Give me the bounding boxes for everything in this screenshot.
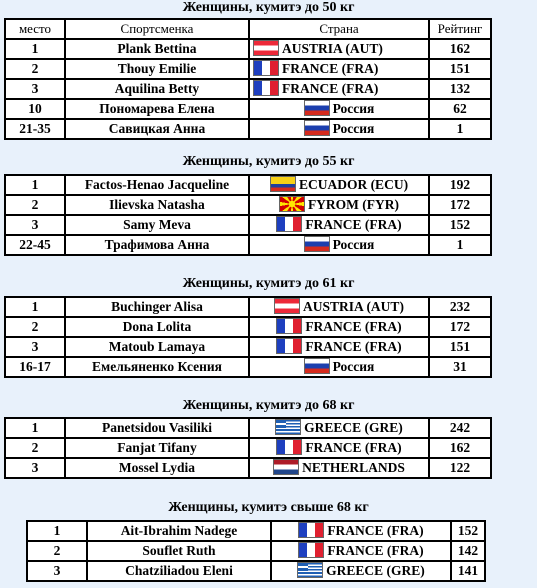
place-cell: 1 xyxy=(5,297,65,317)
austria-flag-icon xyxy=(253,40,279,56)
country-name: FRANCE (FRA) xyxy=(327,523,424,538)
place-cell: 3 xyxy=(5,458,65,478)
athlete-cell: Buchinger Alisa xyxy=(65,297,249,317)
place-cell: 10 xyxy=(5,99,65,119)
athlete-cell: Fanjat Tifany xyxy=(65,438,249,458)
greece-flag-icon xyxy=(297,562,323,578)
country-name: FRANCE (FRA) xyxy=(305,217,402,232)
table-row xyxy=(5,337,491,357)
place-cell: 2 xyxy=(5,317,65,337)
table-row xyxy=(5,39,491,59)
france-flag-icon xyxy=(276,216,302,232)
rating-cell: 1 xyxy=(429,119,491,139)
greece-flag-icon xyxy=(275,419,301,435)
results-table-55kg xyxy=(4,174,492,256)
rating-cell: 172 xyxy=(429,195,491,215)
place-cell: 1 xyxy=(5,39,65,59)
header-athlete: Спортсменка xyxy=(65,19,249,39)
results-table-61kg xyxy=(4,296,492,378)
country-cell xyxy=(249,99,429,119)
country-cell xyxy=(249,59,429,79)
country-name: GREECE (GRE) xyxy=(326,563,425,578)
rating-cell: 162 xyxy=(429,438,491,458)
athlete-cell: Трафимова Анна xyxy=(65,235,249,255)
rating-cell: 152 xyxy=(451,521,485,541)
place-cell: 2 xyxy=(5,59,65,79)
athlete-cell: Panetsidou Vasiliki xyxy=(65,418,249,438)
country-cell xyxy=(249,357,429,377)
france-flag-icon xyxy=(276,338,302,354)
place-cell: 2 xyxy=(27,541,87,561)
table-row xyxy=(5,195,491,215)
athlete-cell: Ait-Ibrahim Nadege xyxy=(87,521,271,541)
place-cell: 1 xyxy=(5,175,65,195)
athlete-cell: Пономарева Елена xyxy=(65,99,249,119)
athlete-cell: Plank Bettina xyxy=(65,39,249,59)
country-name: Россия xyxy=(332,101,375,116)
rating-cell: 1 xyxy=(429,235,491,255)
results-table-68kg xyxy=(4,417,492,479)
country-name: FRANCE (FRA) xyxy=(282,81,379,96)
country-cell xyxy=(249,418,429,438)
table-row xyxy=(5,99,491,119)
athlete-cell: Ilievska Natasha xyxy=(65,195,249,215)
country-cell xyxy=(249,119,429,139)
rating-cell: 232 xyxy=(429,297,491,317)
athlete-cell: Chatziliadou Eleni xyxy=(87,561,271,581)
france-flag-icon xyxy=(253,80,279,96)
country-name: FYROM (FYR) xyxy=(307,197,400,212)
athlete-cell: Aquilina Betty xyxy=(65,79,249,99)
rating-cell: 151 xyxy=(429,59,491,79)
results-table-over-68kg xyxy=(26,520,486,582)
table-row xyxy=(27,541,485,561)
country-name: Россия xyxy=(332,237,375,252)
rating-cell: 172 xyxy=(429,317,491,337)
country-name: FRANCE (FRA) xyxy=(305,339,402,354)
header-place: место xyxy=(5,19,65,39)
country-cell xyxy=(249,39,429,59)
france-flag-icon xyxy=(298,522,324,538)
table-row xyxy=(5,357,491,377)
country-cell xyxy=(249,175,429,195)
france-flag-icon xyxy=(276,439,302,455)
country-name: GREECE (GRE) xyxy=(304,420,403,435)
table-header-row xyxy=(5,19,491,39)
table-row xyxy=(5,119,491,139)
country-cell xyxy=(249,79,429,99)
table-row xyxy=(5,458,491,478)
country-cell xyxy=(271,521,451,541)
country-cell xyxy=(249,317,429,337)
category-title: Женщины, кумитэ до 55 кг xyxy=(182,154,355,169)
athlete-cell: Matoub Lamaya xyxy=(65,337,249,357)
rating-cell: 31 xyxy=(429,357,491,377)
table-row xyxy=(5,215,491,235)
russia-flag-icon xyxy=(304,358,330,374)
athlete-cell: Souflet Ruth xyxy=(87,541,271,561)
table-row xyxy=(5,297,491,317)
country-name: FRANCE (FRA) xyxy=(305,319,402,334)
country-cell xyxy=(249,195,429,215)
rating-cell: 62 xyxy=(429,99,491,119)
rating-cell: 141 xyxy=(451,561,485,581)
rating-cell: 122 xyxy=(429,458,491,478)
france-flag-icon xyxy=(253,60,279,76)
country-name: Россия xyxy=(332,359,375,374)
athlete-cell: Thouy Emilie xyxy=(65,59,249,79)
russia-flag-icon xyxy=(304,100,330,116)
country-name: ECUADOR (ECU) xyxy=(298,177,409,192)
rating-cell: 132 xyxy=(429,79,491,99)
place-cell: 3 xyxy=(5,79,65,99)
country-cell xyxy=(249,337,429,357)
place-cell: 2 xyxy=(5,195,65,215)
russia-flag-icon xyxy=(304,236,330,252)
rating-cell: 162 xyxy=(429,39,491,59)
header-rating: Рейтинг xyxy=(429,19,491,39)
country-name: Россия xyxy=(332,121,375,136)
country-cell xyxy=(249,235,429,255)
place-cell: 3 xyxy=(27,561,87,581)
table-row xyxy=(5,438,491,458)
athlete-cell: Савицкая Анна xyxy=(65,119,249,139)
category-title: Женщины, кумитэ до 68 кг xyxy=(182,398,355,413)
country-name: FRANCE (FRA) xyxy=(305,440,402,455)
header-country: Страна xyxy=(249,19,429,39)
rating-cell: 142 xyxy=(451,541,485,561)
country-name: FRANCE (FRA) xyxy=(327,543,424,558)
austria-flag-icon xyxy=(274,298,300,314)
country-cell xyxy=(249,458,429,478)
place-cell: 1 xyxy=(27,521,87,541)
table-row xyxy=(5,418,491,438)
table-row xyxy=(5,317,491,337)
country-cell xyxy=(271,561,451,581)
results-table-50kg xyxy=(4,18,492,140)
country-name: AUSTRIA (AUT) xyxy=(282,41,383,56)
rating-cell: 152 xyxy=(429,215,491,235)
place-cell: 3 xyxy=(5,215,65,235)
country-cell xyxy=(249,297,429,317)
athlete-cell: Factos-Henao Jacqueline xyxy=(65,175,249,195)
place-cell: 21-35 xyxy=(5,119,65,139)
place-cell: 22-45 xyxy=(5,235,65,255)
table-row xyxy=(27,521,485,541)
ecuador-flag-icon xyxy=(270,176,296,192)
country-name: NETHERLANDS xyxy=(302,460,405,475)
country-name: AUSTRIA (AUT) xyxy=(303,299,404,314)
country-cell xyxy=(249,215,429,235)
athlete-cell: Samy Meva xyxy=(65,215,249,235)
table-row xyxy=(27,561,485,581)
country-name: FRANCE (FRA) xyxy=(282,61,379,76)
category-title: Женщины, кумитэ свыше 68 кг xyxy=(168,500,369,515)
category-title: Женщины, кумитэ до 61 кг xyxy=(182,276,355,291)
russia-flag-icon xyxy=(304,120,330,136)
country-cell xyxy=(271,541,451,561)
table-row xyxy=(5,235,491,255)
france-flag-icon xyxy=(276,318,302,334)
place-cell: 2 xyxy=(5,438,65,458)
place-cell: 16-17 xyxy=(5,357,65,377)
france-flag-icon xyxy=(298,542,324,558)
category-title: Женщины, кумитэ до 50 кг xyxy=(182,0,355,15)
place-cell: 1 xyxy=(5,418,65,438)
rating-cell: 192 xyxy=(429,175,491,195)
table-row xyxy=(5,175,491,195)
table-row xyxy=(5,79,491,99)
fyrom-flag-icon xyxy=(279,196,305,212)
athlete-cell: Dona Lolita xyxy=(65,317,249,337)
table-row xyxy=(5,59,491,79)
rating-cell: 151 xyxy=(429,337,491,357)
athlete-cell: Mossel Lydia xyxy=(65,458,249,478)
athlete-cell: Емельяненко Ксения xyxy=(65,357,249,377)
country-cell xyxy=(249,438,429,458)
rating-cell: 242 xyxy=(429,418,491,438)
netherlands-flag-icon xyxy=(273,459,299,475)
place-cell: 3 xyxy=(5,337,65,357)
